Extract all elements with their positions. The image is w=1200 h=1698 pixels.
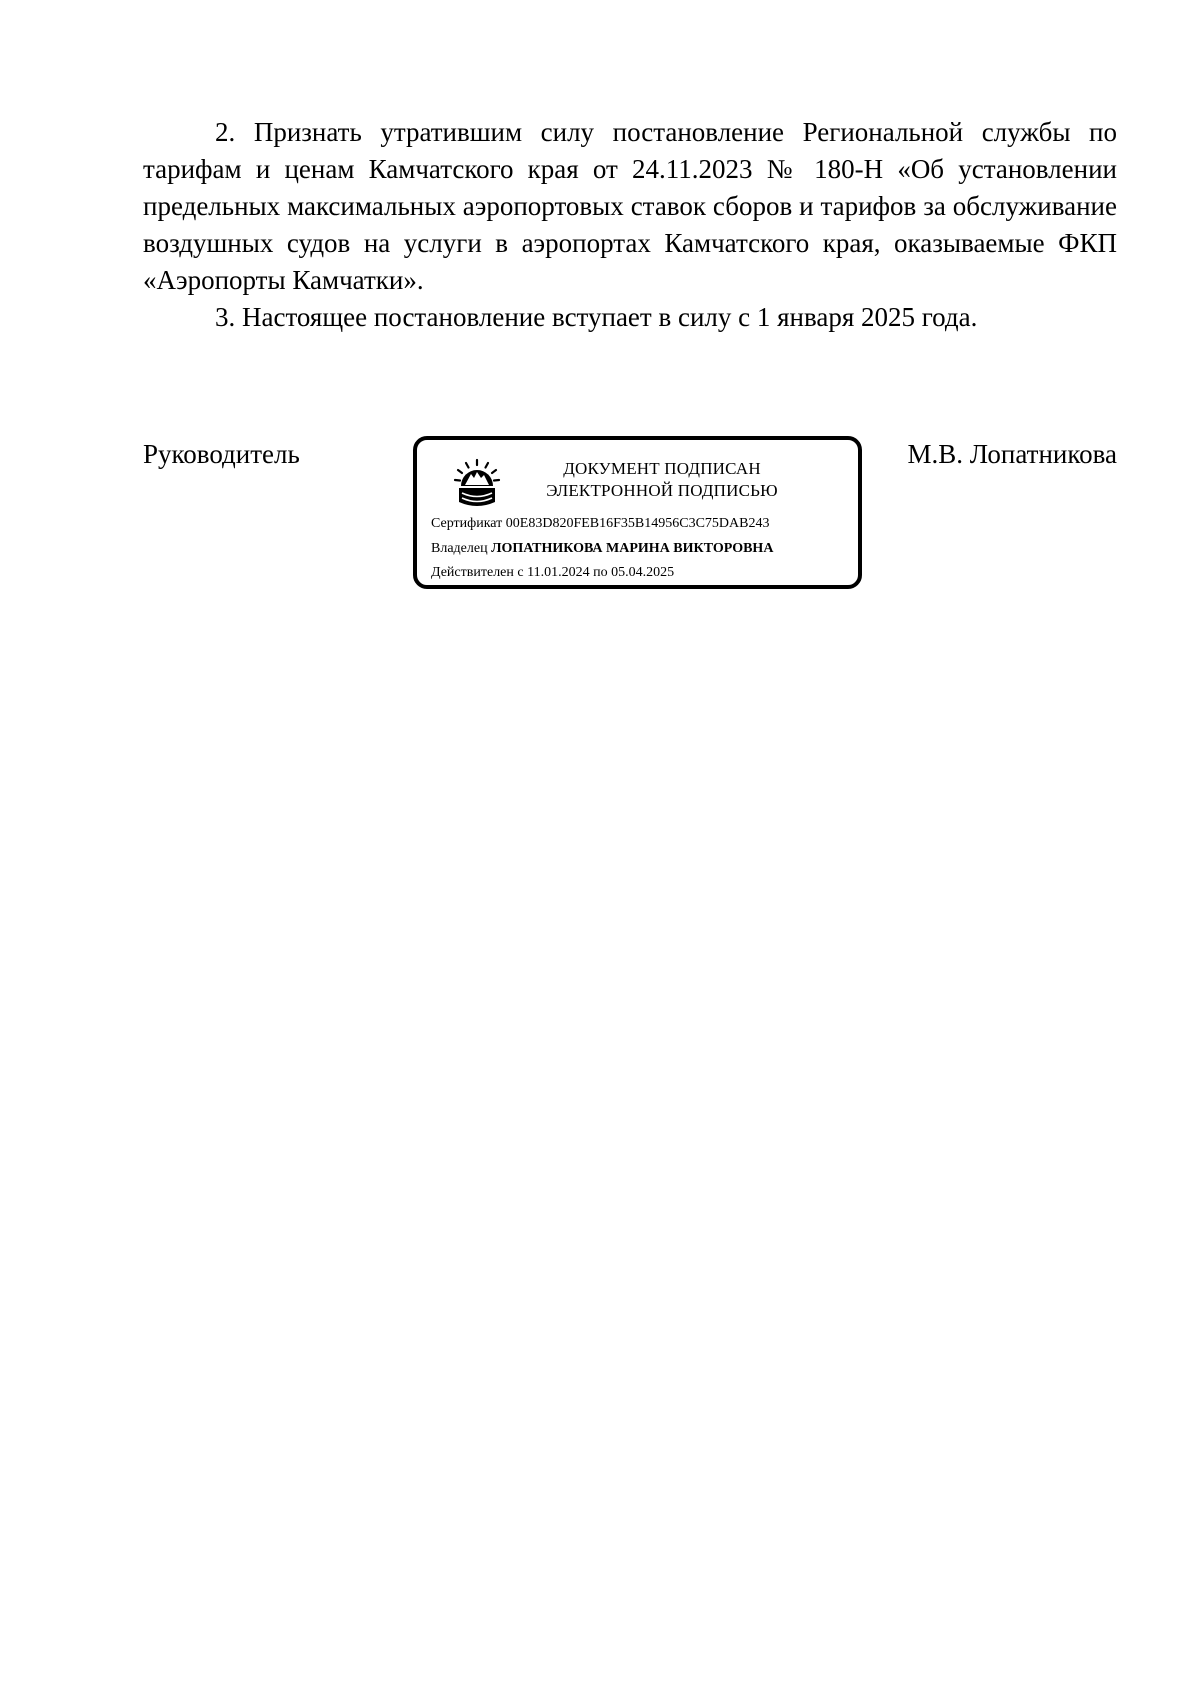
signature-block xyxy=(143,436,1117,606)
signer-role: Руководитель xyxy=(143,439,300,469)
paragraph-2: 2. Признать утратившим силу постановление Региональной службы по тарифам и ценам Камчатского края от 24.11.2023 № 180-Н «Об установлении предельных максимальных аэропортовых ставок сборов и тарифов за обслуживание воздушных судов на услуги в аэропортах Камчатского края, оказываемые ФКП «Аэропорты Камчатки». xyxy=(143,117,1117,295)
certificate-label: Сертификат xyxy=(431,516,503,531)
stamp-certificate xyxy=(431,515,769,533)
signer-name: М.В. Лопатникова xyxy=(907,439,1117,469)
stamp-validity xyxy=(431,564,674,582)
paragraph-3: 3. Настоящее постановление вступает в силу с 1 января 2025 года. xyxy=(215,302,978,332)
stamp-title-line2: ЭЛЕКТРОННОЙ ПОДПИСЬЮ xyxy=(546,481,778,500)
kamchatka-emblem-icon xyxy=(453,458,501,512)
owner-value: ЛОПАТНИКОВА МАРИНА ВИКТОРОВНА xyxy=(491,541,774,556)
document-body xyxy=(143,114,1117,336)
valid-from-label: Действителен с xyxy=(431,565,524,580)
valid-to-date: 05.04.2025 xyxy=(611,565,675,580)
electronic-signature-stamp xyxy=(413,436,862,589)
valid-to-label: по xyxy=(593,565,608,580)
stamp-owner xyxy=(431,540,773,558)
owner-label: Владелец xyxy=(431,541,488,556)
valid-from-date: 11.01.2024 xyxy=(527,565,590,580)
stamp-title-line1: ДОКУМЕНТ ПОДПИСАН xyxy=(563,459,761,478)
certificate-value: 00E83D820FEB16F35B14956C3C75DAB243 xyxy=(505,516,770,531)
